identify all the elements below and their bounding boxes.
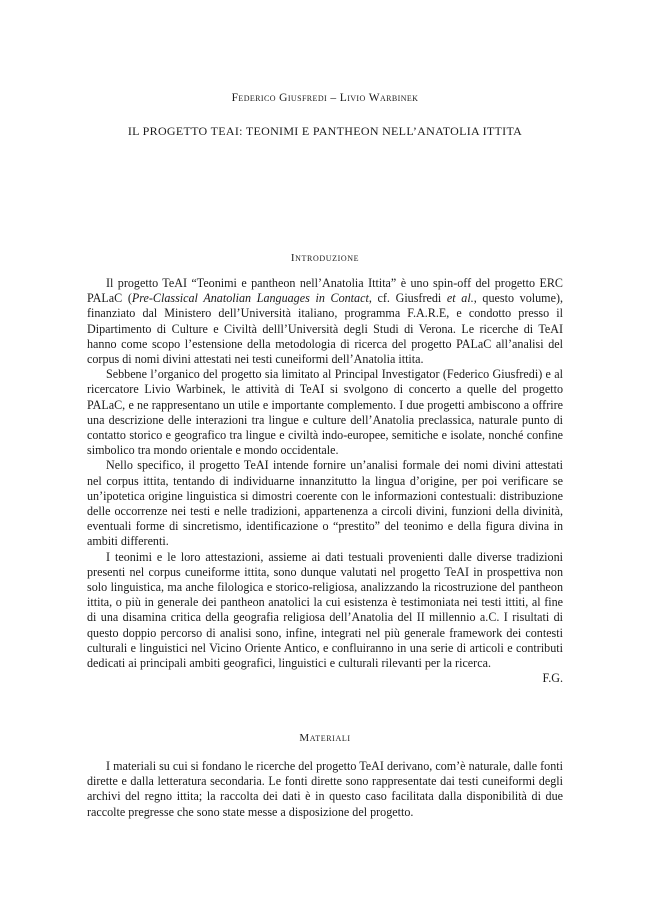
text-run: , cf. Giusfredi	[368, 291, 447, 306]
section-heading-introduction: Introduzione	[290, 252, 360, 264]
paragraph	[87, 276, 563, 367]
author-initials: F.G.	[542, 671, 563, 686]
paragraph: I teonimi e le loro attestazioni, assieme ai dati testuali provenienti dalle diverse tradizioni presenti nel corpus cuneiforme ittita, sono dunque valutati nel progetto TeAI in prospettiva non solo linguistica, ma anche filologica e storico-religiosa, analizzando la ricostruzione del pantheon ittita, o più in generale dei pantheon anatolici la cui esistenza è testimoniata nei testi ittiti, al fine di una disamina critica della geografia religiosa dell’Anatolia del II millennio a.C. I risultati di questo doppio percorso di analisi sono, infine, integrati nel più generale framework dei contesti culturali e linguistici nel Vicino Oriente Antico, e confluiranno in una serie di articoli e contributi dedicati ai principali ambiti geografici, linguistici e culturali rilevanti per la ricerca.	[87, 549, 563, 671]
paper-title: IL PROGETTO TEAI: TEONIMI E PANTHEON NELL’ANATOLIA ITTITA	[127, 124, 523, 138]
paragraph: I materiali su cui si fondano le ricerche del progetto TeAI derivano, com’è naturale, dalle fonti dirette e dalla letteratura secondaria. Le fonti dirette sono rappresentate dai testi cuneiformi degli archivi del regno ittita; la raccolta dei dati è in questo caso facilitata dalla disponibilità di due raccolte pregresse che sono state messe a disposizione del progetto.	[87, 759, 563, 819]
section-heading-materials: Materiali	[299, 732, 351, 744]
paragraph: Nello specifico, il progetto TeAI intende fornire un’analisi formale dei nomi divini attestati nel corpus ittita, tentando di individuarne innanzitutto la lingua d’origine, per poi verificare se un’ipotetica origine linguistica si dimostri coerente con le informazioni contestuali: distribuzione delle occorrenze nei testi e nelle tradizioni, appartenenza a circoli divini, funzioni della divinità, eventuali forme di sincretismo, identificazione o “prestito” del teonimo e della figura divina in ambiti differenti.	[87, 458, 563, 549]
italic-run: et al.	[446, 291, 474, 306]
italic-run: Pre-Classical Anatolian Languages in Contact	[131, 291, 369, 306]
paragraph: Sebbene l’organico del progetto sia limitato al Principal Investigator (Federico Giusfredi) e al ricercatore Livio Warbinek, le attività di TeAI si svolgono di concerto a quelle del progetto PALaC, e ne rappresentano un utile e importante complemento. I due progetti ambiscono a offrire una descrizione delle interazioni tra lingue e culture dell’Anatolia preclassica, naturale punto di contatto storico e geografico tra lingue e civiltà indo-europee, semitiche e isolate, nonché confine simbolico tra mondo orientale e mondo occidentale.	[87, 367, 563, 458]
text-run: , questo volume), finanziato dal Ministero dell’Università italiano, programma F.A.R.E, e condotto presso il Dipartimento di Culture e Civiltà delll’Università degli Studi di Verona. Le ricerche di TeAI hanno come scopo l’estensione della metodologia di ricerca del progetto PALaC all’analisi del corpus di nomi divini attestati nei testi cuneiformi dell’Anatolia ittita.	[87, 291, 563, 367]
authors-line: Federico Giusfredi – Livio Warbinek	[231, 92, 419, 104]
materials-body	[87, 759, 563, 820]
text-run: Il progetto TeAI “Teonimi e pantheon nell’Anatolia Ittita” è uno spin-off del progetto ERC PALaC (	[87, 276, 563, 306]
introduction-body	[87, 276, 563, 686]
